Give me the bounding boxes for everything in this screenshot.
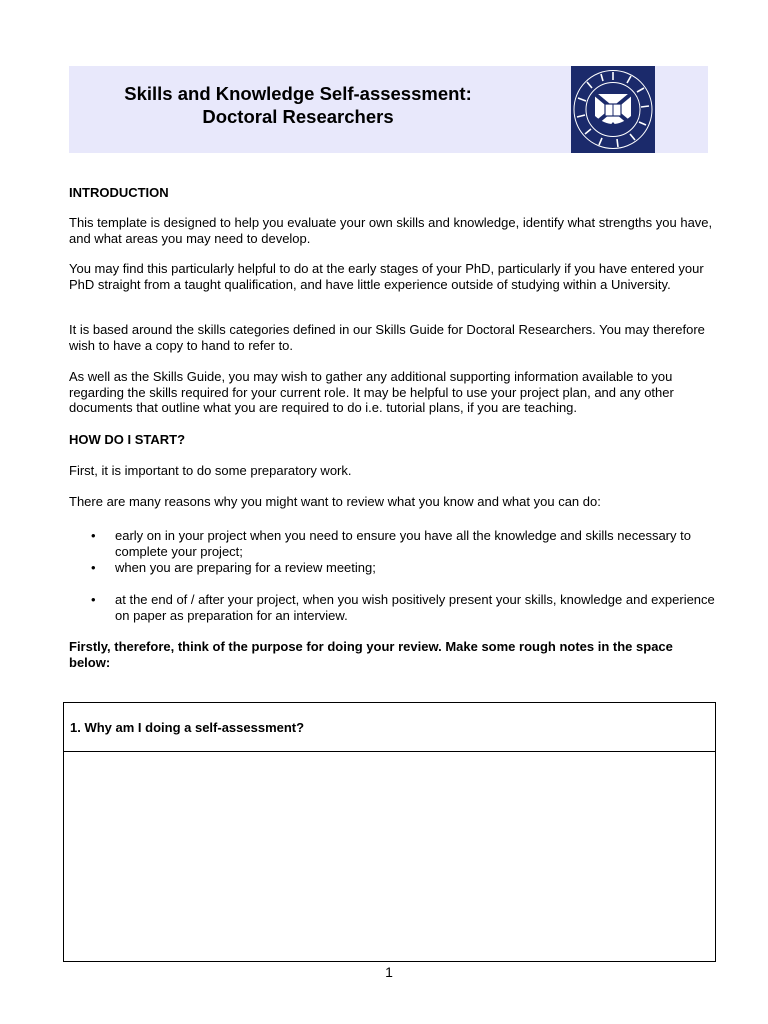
list-item-text: early on in your project when you need to ensure you have all the knowledge and skills necessary to complete your project; — [115, 528, 691, 559]
introduction-heading: INTRODUCTION — [69, 185, 169, 200]
question-header — [64, 703, 715, 752]
intro-paragraph-3: It is based around the skills categories defined in our Skills Guide for Doctoral Researchers. You may therefore wish to have a copy to hand to refer to. — [69, 322, 705, 353]
title-line-2: Doctoral Researchers — [202, 106, 394, 127]
question-label: 1. Why am I doing a self-assessment? — [70, 720, 305, 735]
university-crest-logo — [571, 66, 655, 153]
list-item-text: when you are preparing for a review meeting; — [115, 560, 376, 575]
document-title — [70, 82, 526, 128]
how-to-start-heading: HOW DO I START? — [69, 432, 186, 447]
answer-area[interactable] — [64, 752, 715, 961]
intro-paragraph-1: This template is designed to help you evaluate your own skills and knowledge, identify what strengths you have, and what areas you may need to develop. — [69, 215, 713, 246]
crest-icon — [571, 66, 655, 153]
bullet-icon: • — [91, 560, 96, 575]
start-paragraph-1: First, it is important to do some preparatory work. — [69, 463, 352, 478]
intro-paragraph-2: You may find this particularly helpful to do at the early stages of your PhD, particularly if you have entered your PhD straight from a taught qualification, and have little experience outside of studying within a University. — [69, 261, 704, 292]
title-line-1: Skills and Knowledge Self-assessment: — [124, 83, 472, 104]
page-number: 1 — [385, 964, 393, 980]
list-item-text: at the end of / after your project, when you wish positively present your skills, knowledge and experience on paper as preparation for an interview. — [115, 592, 715, 623]
intro-paragraph-4: As well as the Skills Guide, you may wish to gather any additional supporting information available to you regarding the skills required for your current role. It may be helpful to use your project plan, and any other documents that outline what you are required to do i.e. tutorial plans, if you are teaching. — [69, 369, 674, 415]
bullet-icon: • — [91, 528, 96, 543]
bullet-icon: • — [91, 592, 96, 607]
instruction-text: Firstly, therefore, think of the purpose for doing your review. Make some rough notes in the space below: — [69, 639, 673, 670]
question-box — [63, 702, 716, 962]
start-paragraph-2: There are many reasons why you might want to review what you know and what you can do: — [69, 494, 601, 509]
